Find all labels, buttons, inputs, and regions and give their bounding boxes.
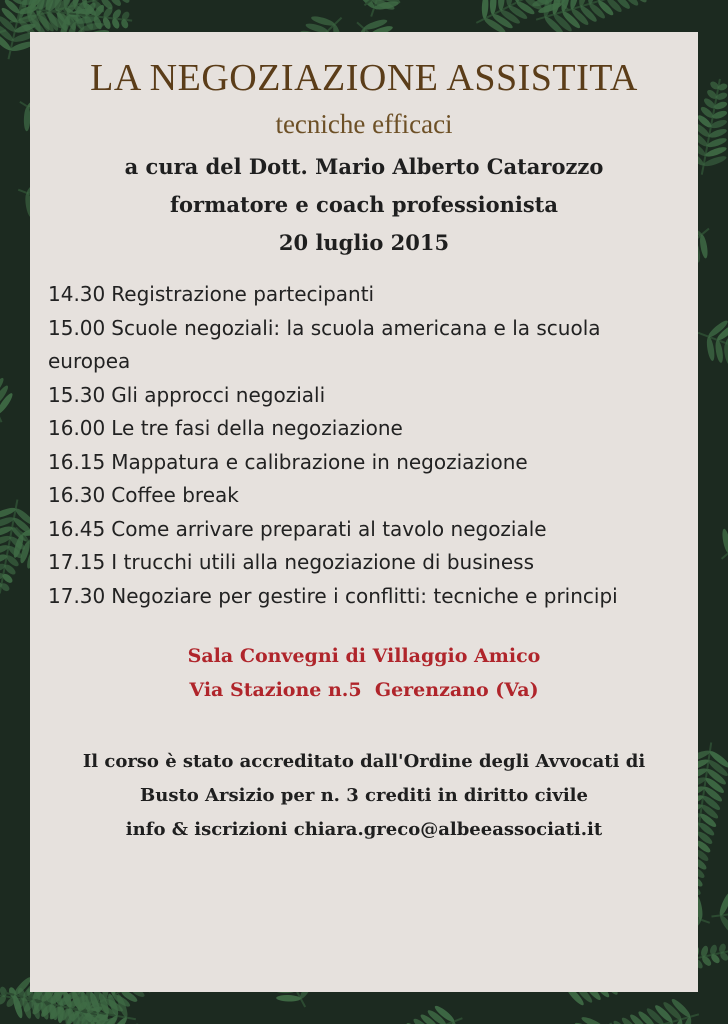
schedule-item: [48, 446, 673, 480]
credits-line: Busto Arsizio per n. 3 crediti in diritto civile: [140, 785, 588, 806]
schedule-item: [48, 379, 673, 413]
schedule-list: [48, 278, 673, 613]
fern-frond: [700, 319, 728, 382]
schedule-time: 17.30: [48, 583, 106, 608]
schedule-item: [48, 513, 673, 547]
schedule-text: Mappatura e calibrazione in negoziazione: [111, 449, 528, 474]
schedule-text: Scuole negoziali: la scuola americana e la scuola europea: [48, 315, 601, 373]
schedule-item: [48, 479, 673, 513]
author-line: a cura del Dott. Mario Alberto Catarozzo: [124, 154, 604, 179]
schedule-time: 16.15: [48, 449, 106, 474]
schedule-text: Coffee break: [111, 483, 239, 507]
schedule-item: [48, 312, 673, 379]
credits-block: [30, 745, 698, 847]
venue-name: Sala Convegni di Villaggio Amico: [187, 645, 541, 667]
schedule-text: Registrazione partecipanti: [111, 282, 375, 306]
flyer-card: [30, 32, 698, 992]
schedule-time: 14.30: [48, 282, 106, 306]
schedule-text: Negoziare per gestire i conflitti: tecniche e principi: [111, 583, 618, 608]
venue-address: Via Stazione n.5 Gerenzano (Va): [189, 679, 539, 701]
venue-block: [30, 639, 698, 707]
fern-frond: [511, 997, 698, 1024]
schedule-time: 16.00: [48, 416, 106, 440]
schedule-text: Le tre fasi della negoziazione: [111, 416, 403, 440]
fern-frond: [721, 478, 728, 565]
schedule-time: 16.30: [48, 483, 106, 507]
schedule-time: 15.30: [48, 382, 106, 407]
contact-line: info & iscrizioni chiara.greco@albeeassociati.it: [125, 819, 603, 840]
author-role: formatore e coach professionista: [170, 192, 558, 217]
schedule-item: [48, 546, 673, 580]
schedule-time: 16.45: [48, 516, 106, 541]
event-title: LA NEGOZIAZIONE ASSISTITA: [90, 57, 638, 99]
author-block: [30, 148, 698, 262]
event-subtitle: tecniche efficaci: [275, 109, 453, 139]
schedule-item: [48, 580, 673, 614]
fern-frond: [487, 1015, 612, 1024]
schedule-item: [48, 412, 673, 446]
schedule-time: 15.00: [48, 315, 106, 340]
schedule-text: Come arrivare preparati al tavolo negoziale: [111, 516, 547, 541]
event-date: 20 luglio 2015: [278, 230, 450, 255]
schedule-text: I trucchi utili alla negoziazione di business: [111, 550, 534, 574]
schedule-time: 17.15: [48, 550, 106, 574]
schedule-item: [48, 278, 673, 312]
fern-frond: [712, 891, 728, 937]
fern-frond: [0, 269, 15, 422]
fern-frond: [369, 1004, 462, 1024]
schedule-text: Gli approcci negoziali: [111, 382, 326, 407]
credits-line: Il corso è stato accreditato dall'Ordine degli Avvocati di: [82, 751, 646, 772]
